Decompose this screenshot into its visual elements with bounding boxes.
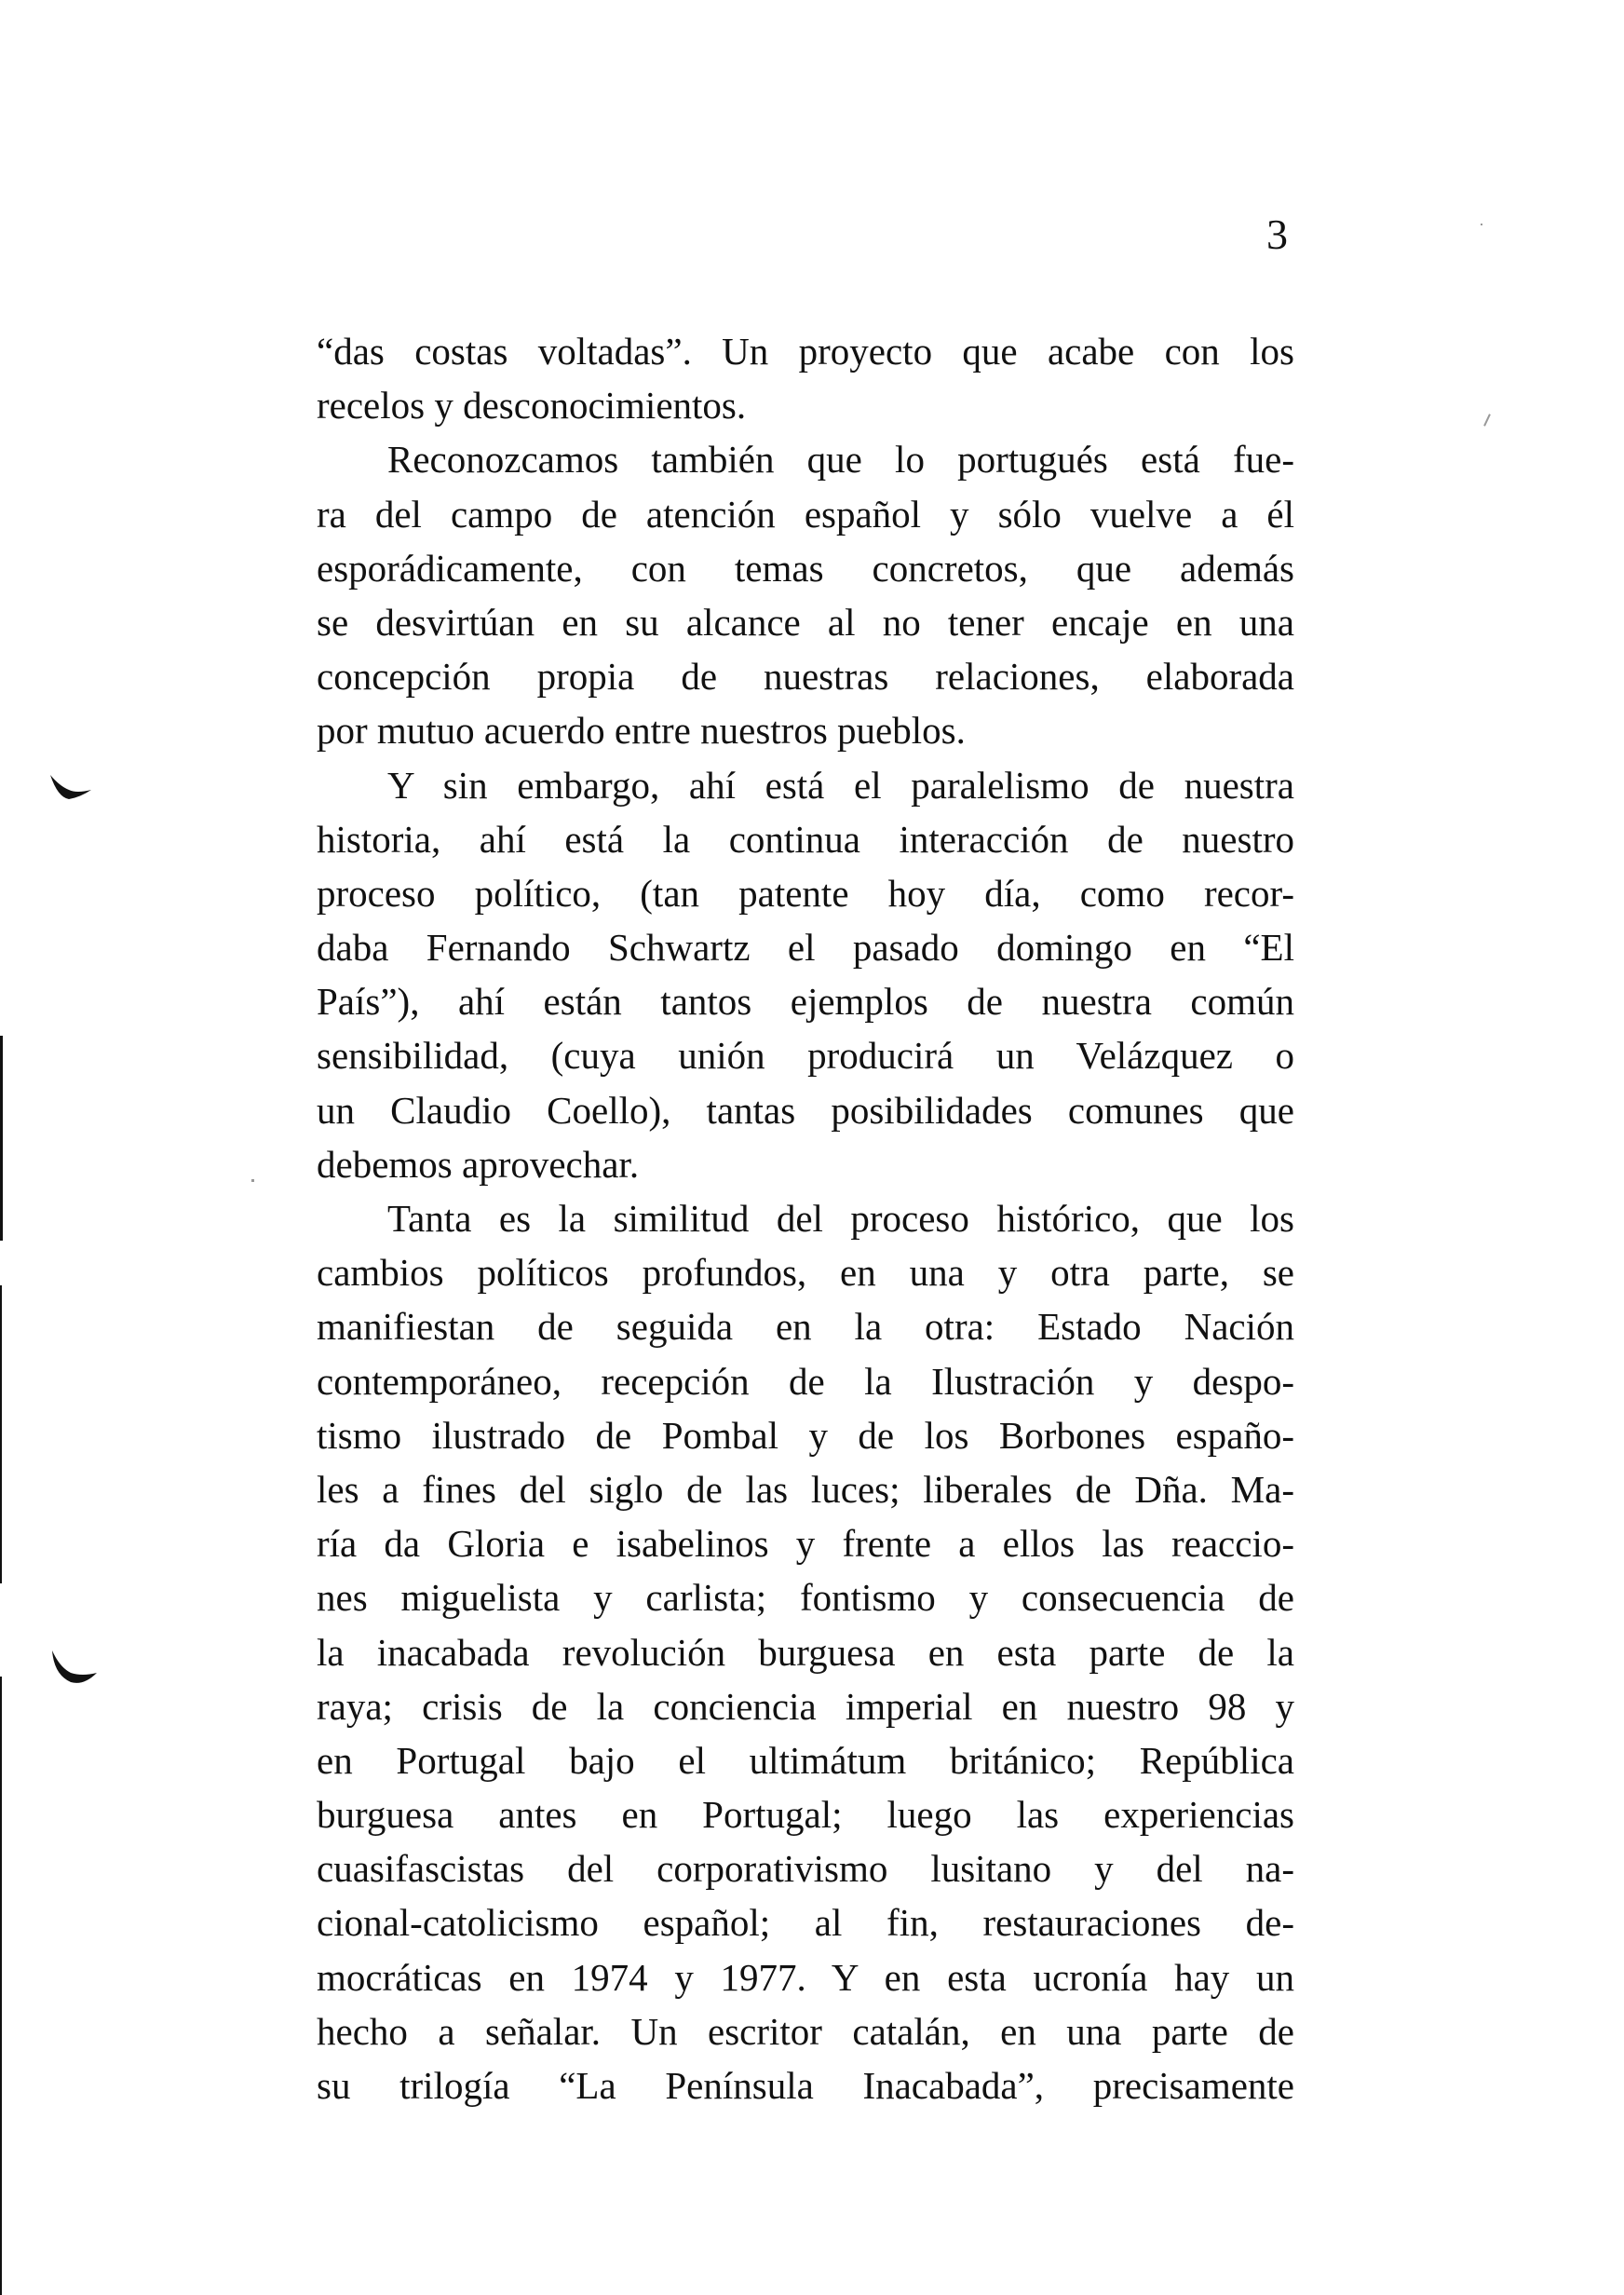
text-line: cuasifascistas del corporativismo lusitano y del na- (317, 1847, 1294, 1891)
text-line: nes miguelista y carlista; fontismo y consecuencia de (317, 1576, 1294, 1620)
text-line: historia, ahí está la continua interacción de nuestro (317, 817, 1294, 861)
text-line: Reconozcamos también que lo portugués está fue- (387, 438, 1294, 482)
text-line: País”), ahí están tantos ejemplos de nuestra común (317, 980, 1294, 1024)
text-line: Tanta es la similitud del proceso histórico, que los (387, 1197, 1294, 1240)
text-line: tismo ilustrado de Pombal y de los Borbones españo- (317, 1413, 1294, 1457)
text-line: concepción propia de nuestras relaciones, elaborada (317, 655, 1294, 699)
text-line: esporádicamente, con temas concretos, que además (317, 546, 1294, 590)
scan-speck (251, 1179, 254, 1182)
scan-edge-line (0, 1036, 3, 1241)
text-line: sensibilidad, (cuya unión producirá un Velázquez o (317, 1034, 1294, 1078)
text-line: daba Fernando Schwartz el pasado domingo en “El (317, 926, 1294, 970)
text-line: en Portugal bajo el ultimátum británico; República (317, 1738, 1294, 1782)
text-line: “das costas voltadas”. Un proyecto que acabe con los (317, 330, 1294, 373)
scan-speck (1483, 414, 1491, 427)
text-line: debemos aprovechar. (317, 1142, 640, 1186)
text-line: ra del campo de atención español y sólo vuelve a él (317, 492, 1294, 536)
text-line: manifiestan de seguida en la otra: Estado Nación (317, 1305, 1294, 1349)
text-line: un Claudio Coello), tantas posibilidades comunes que (317, 1088, 1294, 1132)
text-line: burguesa antes en Portugal; luego las experiencias (317, 1793, 1294, 1837)
text-line: recelos y desconocimientos. (317, 384, 747, 428)
scan-edge-line (0, 1285, 2, 1583)
scan-speck (1481, 224, 1482, 225)
text-line: raya; crisis de la conciencia imperial en nuestro 98 y (317, 1684, 1294, 1728)
text-line: mocráticas en 1974 y 1977. Y en esta ucronía hay un (317, 1955, 1294, 1999)
check-mark-icon (48, 769, 93, 807)
text-line: su trilogía “La Península Inacabada”, precisamente (317, 2064, 1294, 2107)
text-line: cambios políticos profundos, en una y otra parte, se (317, 1251, 1294, 1295)
text-line: les a fines del siglo de las luces; liberales de Dña. Ma- (317, 1467, 1294, 1511)
text-line: hecho a señalar. Un escritor catalán, en una parte de (317, 2009, 1294, 2053)
text-line: la inacabada revolución burguesa en esta parte de la (317, 1630, 1294, 1674)
text-line: proceso político, (tan patente hoy día, como recor- (317, 871, 1294, 915)
text-line: Y sin embargo, ahí está el paralelismo de nuestra (387, 763, 1294, 807)
text-line: se desvirtúan en su alcance al no tener encaje en una (317, 600, 1294, 644)
text-line: por mutuo acuerdo entre nuestros pueblos. (317, 709, 966, 753)
text-line: ría da Gloria e isabelinos y frente a ellos las reaccio- (317, 1522, 1294, 1566)
page-number: 3 (1266, 210, 1288, 258)
body-text (317, 324, 1294, 2112)
check-mark-icon (48, 1647, 99, 1693)
scan-edge-line (0, 1677, 2, 2295)
text-line: cional-catolicismo español; al fin, restauraciones de- (317, 1901, 1294, 1945)
text-line: contemporáneo, recepción de la Ilustración y despo- (317, 1359, 1294, 1403)
